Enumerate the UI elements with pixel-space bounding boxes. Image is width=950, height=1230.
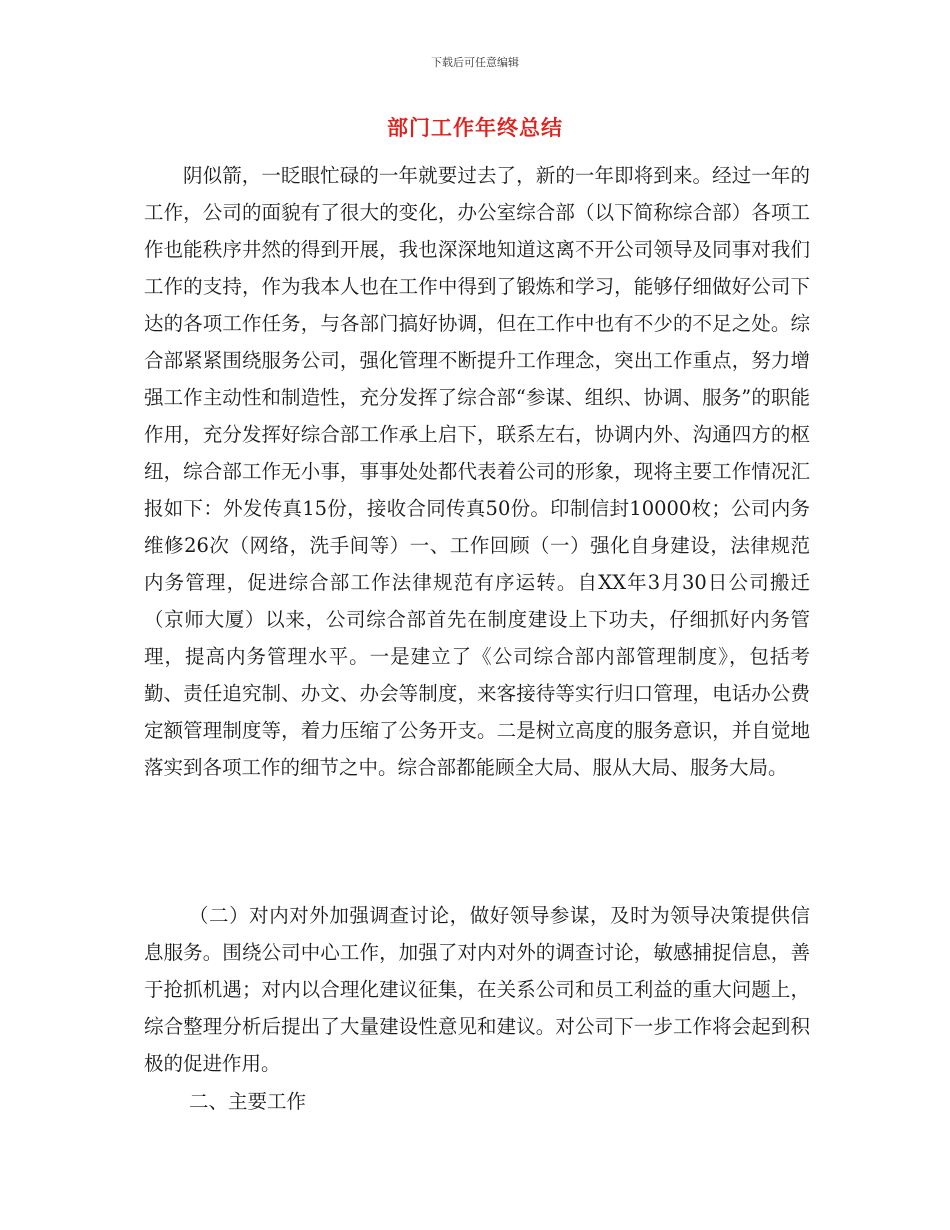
- paragraph-2: （二）对内对外加强调查讨论，做好领导参谋，及时为领导决策提供信息服务。围绕公司中心工作，加强了对内对外的调查讨论，敏感捕捉信息，善于抢抓机遇；对内以合理化建议征集，在关系公司和员工利益的重大问题上，综合整理分析后提出了大量建设性意见和建议。对公司下一步工作将会起到积极的促进作用。: [144, 904, 810, 1075]
- header-note: 下载后可任意编辑: [431, 56, 519, 69]
- paragraph-1: 阴似箭，一眨眼忙碌的一年就要过去了，新的一年即将到来。经过一年的工作，公司的面貌有了很大的变化，办公室综合部（以下简称综合部）各项工作也能秩序井然的得到开展，我也深深地知道这离不开公司领导及同事对我们工作的支持，作为我本人也在工作中得到了锻炼和学习，能够仔细做好公司下达的各项工作任务，与各部门搞好协调，但在工作中也有不少的不足之处。综合部紧紧围绕服务公司，强化管理不断提升工作理念，突出工作重点，努力增强工作主动性和制造性，充分发挥了综合部“参谋、组织、协调、服务”的职能作用，充分发挥好综合部工作承上启下，联系左右，协调内外、沟通四方的枢纽，综合部工作无小事，事事处处都代表着公司的形象，现将主要工作情况汇报如下：外发传真15份，接收合同传真50份。印制信封10000枚；公司内务维修26次（网络，洗手间等）一、工作回顾（一）强化自身建设，法律规范内务管理，促进综合部工作法律规范有序运转。自XX年3月30日公司搬迁（京师大厦）以来，公司综合部首先在制度建设上下功夫，仔细抓好内务管理，提高内务管理水平。一是建立了《公司综合部内部管理制度》，包括考勤、责任追究制、办文、办会等制度，来客接待等实行归口管理，电话办公费定额管理制度等，着力压缩了公务开支。二是树立高度的服务意识，并自觉地落实到各项工作的细节之中。综合部都能顾全大局、服从大局、服务大局。: [144, 164, 810, 779]
- section-heading-main-work: 二、主要工作: [189, 1090, 307, 1113]
- document-title: 部门工作年终总结: [387, 116, 563, 140]
